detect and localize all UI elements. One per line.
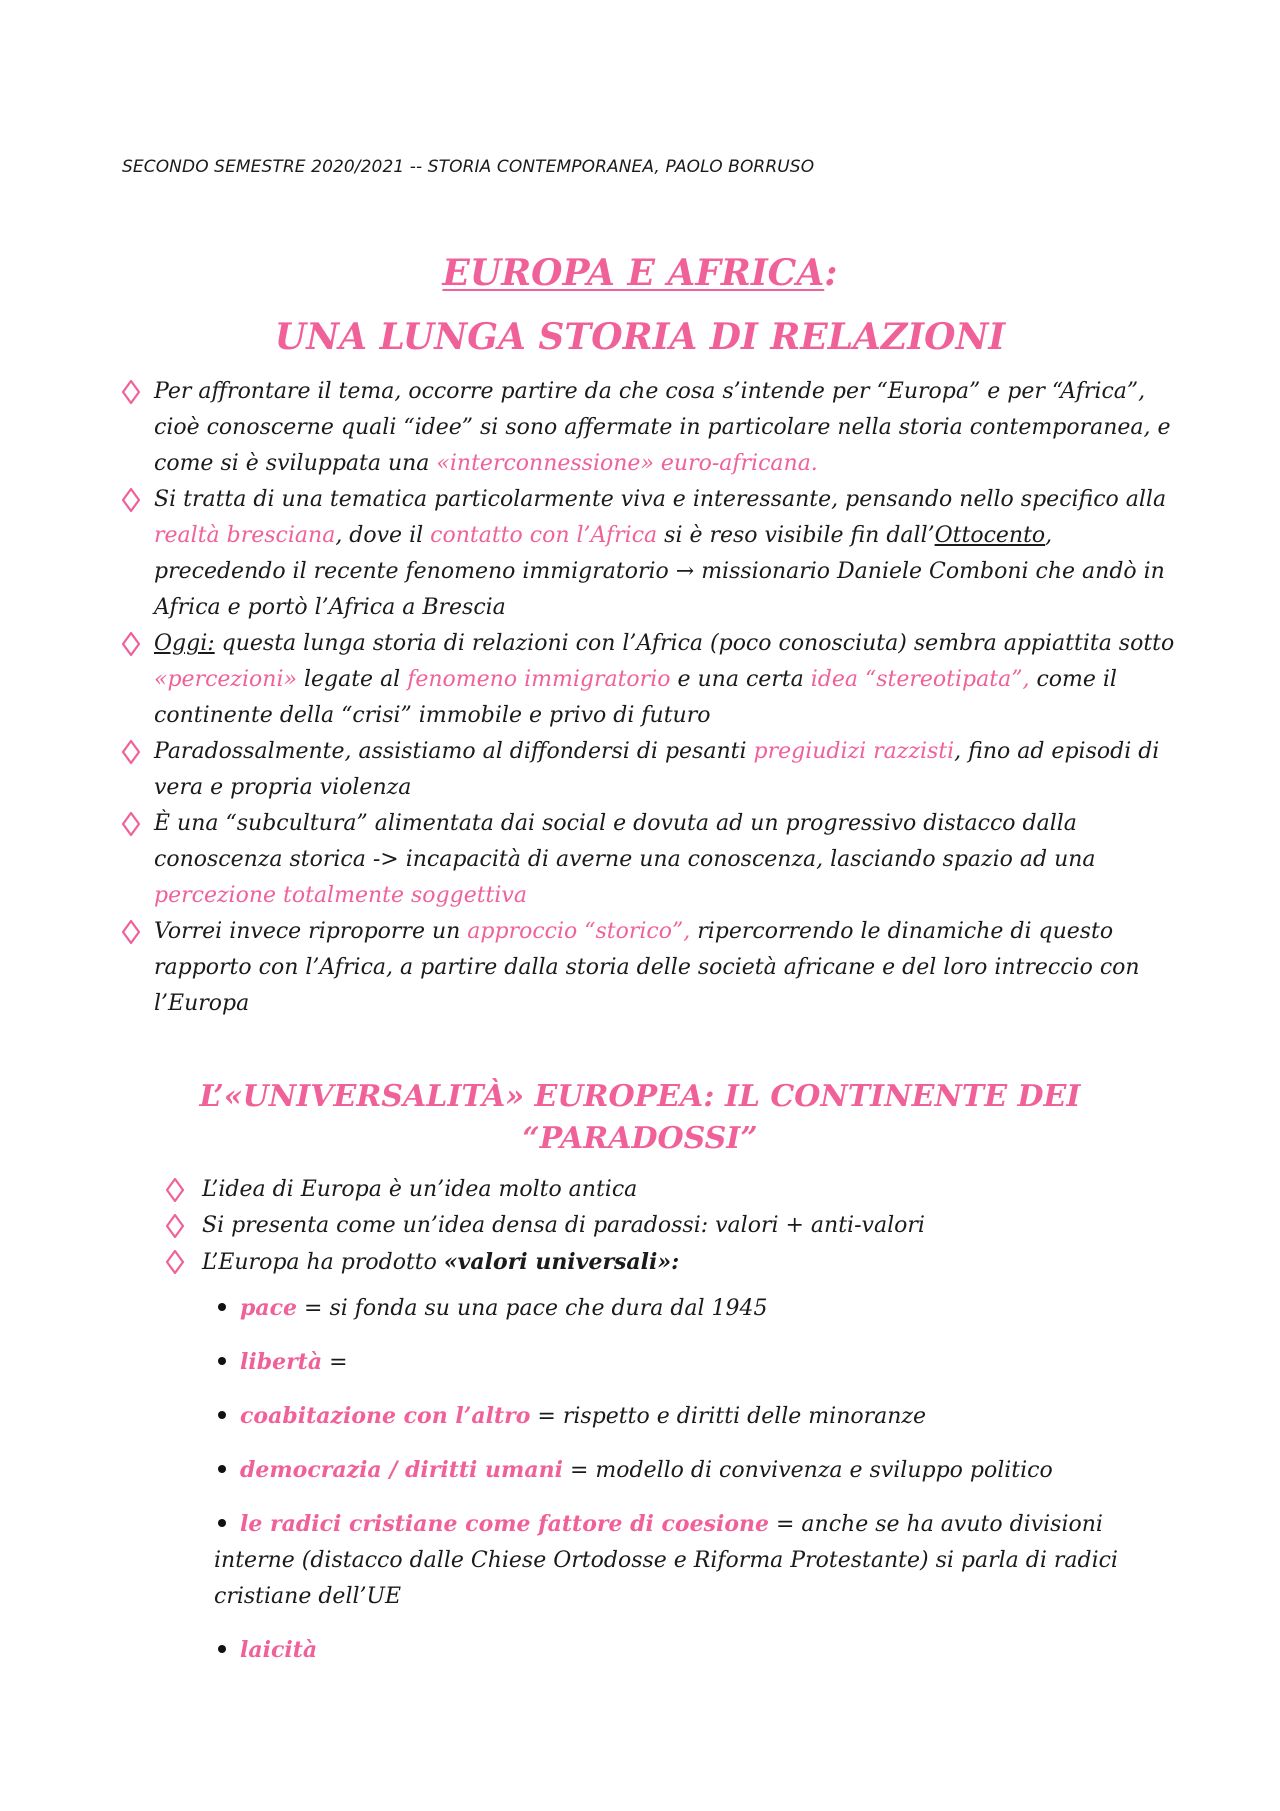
value-desc: = rispetto e diritti delle minoranze [530,1404,927,1429]
main-title-line2: UNA LUNGA STORIA DI RELAZIONI [274,316,1006,358]
list-item [118,482,1178,626]
main-title-text: EUROPA E AFRICA [442,252,825,294]
value-item [214,1344,1174,1381]
bullet-dot-icon [218,1465,226,1473]
item-text: , fino ad episodi di vera e propria violenza [154,739,1160,800]
section-title [0,1076,1280,1160]
value-term: pace [240,1295,298,1321]
item-bold: «valori universali»: [443,1249,680,1275]
list-item [118,626,1178,734]
value-term: libertà [240,1349,323,1375]
value-desc: = [322,1350,348,1375]
value-term: coabitazione con l’altro [240,1403,531,1429]
value-item [214,1452,1174,1489]
item-text: come il continente della “crisi” immobile e privo di futuro [154,667,1117,728]
value-term: le radici cristiane come fattore di coesione [240,1511,770,1537]
item-text: Per affrontare il tema, occorre partire da che cosa s’intende per “Europa” e per “Africa”, cioè conoscerne quali “idee” si sono affermate in particolare nella storia contemporanea, e come si è sviluppata una [154,379,1171,476]
main-title-line1 [0,252,1280,294]
section-title-line2: “PARADOSSI” [522,1121,758,1156]
bullet-dot-icon [218,1303,226,1311]
diamond-bullet-icon [120,487,142,513]
item-underlined: Ottocento [934,523,1046,548]
list-item [164,1244,1164,1281]
item-highlight: realtà bresciana [154,523,336,548]
value-item [214,1398,1174,1435]
intro-list [118,374,1178,1022]
main-title-colon: : [824,252,838,294]
item-text: , dove il [335,523,431,548]
diamond-bullet-icon [164,1213,186,1239]
section-list [164,1172,1164,1281]
item-text: , precedendo il recente fenomeno immigratorio → missionario Daniele Comboni che andò in Africa e portò l’Africa a Brescia [154,523,1165,620]
list-item [164,1208,1164,1244]
values-list [214,1290,1174,1686]
diamond-bullet-icon [120,919,142,945]
item-highlight: «interconnessione» euro-africana. [436,451,818,476]
value-desc: = anche se ha avuto divisioni interne (distacco dalle Chiese Ortodosse e Riforma Protestante) si parla di radici cristiane dell’UE [214,1512,1118,1609]
section-title-line1: L’«UNIVERSALITÀ» EUROPEA: IL CONTINENTE DEI [199,1079,1081,1114]
document-header: SECONDO SEMESTRE 2020/2021 -- STORIA CONTEMPORANEA, PAOLO BORRUSO [122,157,815,177]
item-text: L’idea di Europa è un’idea molto antica [202,1177,638,1202]
item-highlight: «percezioni» [154,667,297,692]
item-text: e una certa [670,667,811,692]
diamond-bullet-icon [120,631,142,657]
list-item [118,374,1178,482]
diamond-bullet-icon [120,379,142,405]
value-term: democrazia / diritti umani [240,1457,563,1483]
bullet-dot-icon [218,1357,226,1365]
item-highlight: pregiudizi razzisti [753,739,955,764]
item-text: Vorrei invece riproporre un [154,919,468,944]
list-item [118,734,1178,806]
value-item [214,1290,1174,1327]
item-text: questa lunga storia di relazioni con l’Africa (poco conosciuta) sembra appiattita sotto [214,631,1175,656]
diamond-bullet-icon [120,811,142,837]
item-highlight: percezione totalmente soggettiva [154,883,527,908]
bullet-dot-icon [218,1519,226,1527]
item-text: Si presenta come un’idea densa di paradossi: valori + anti-valori [202,1213,925,1238]
bullet-dot-icon [218,1411,226,1419]
list-item [118,914,1178,1022]
item-text: È una “subcultura” alimentata dai social e dovuta ad un progressivo distacco dalla conoscenza storica -> incapacità di averne una conoscenza, lasciando spazio ad una [154,811,1096,872]
item-text: Paradossalmente, assistiamo al diffondersi di pesanti [154,739,754,764]
value-desc: = si fonda su una pace che dura dal 1945 [297,1296,768,1321]
diamond-bullet-icon [120,739,142,765]
diamond-bullet-icon [164,1249,186,1275]
item-text: ripercorrendo le dinamiche di questo rapporto con l’Africa, a partire dalla storia delle società africane e del loro intreccio con l’Europa [154,919,1140,1016]
value-item [214,1506,1174,1615]
item-text: Si tratta di una tematica particolarmente viva e interessante, pensando nello specifico alla [154,487,1167,512]
diamond-bullet-icon [164,1177,186,1203]
value-item [214,1632,1174,1669]
list-item [164,1172,1164,1208]
item-text: si è reso visibile fin dall’ [657,523,935,548]
item-underlined: Oggi: [154,631,215,656]
value-term: laicità [240,1637,318,1663]
item-highlight: idea “stereotipata”, [810,667,1030,692]
item-text: L’Europa ha prodotto [202,1250,444,1275]
item-highlight: fenomeno immigratorio [407,667,671,692]
item-highlight: contatto con l’Africa [430,523,658,548]
bullet-dot-icon [218,1645,226,1653]
item-text: legate al [296,667,408,692]
value-desc: = modello di convivenza e sviluppo politico [562,1458,1053,1483]
list-item [118,806,1178,914]
item-highlight: approccio “storico”, [467,919,691,944]
